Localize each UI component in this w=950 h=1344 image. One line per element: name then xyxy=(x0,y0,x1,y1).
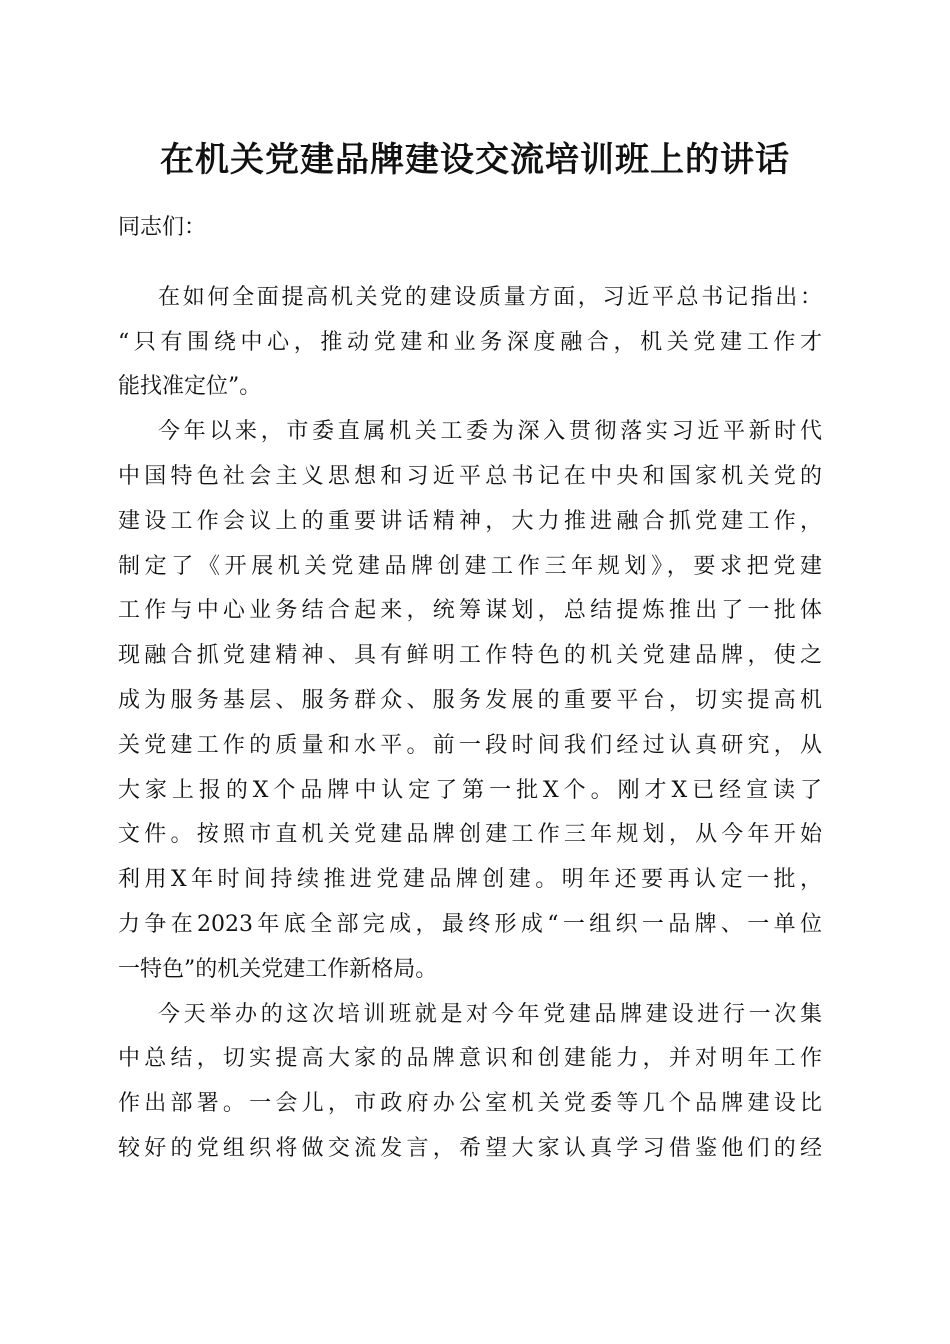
paragraph xyxy=(118,276,822,410)
paragraph-line: 一特色”的机关党建工作新格局。 xyxy=(118,956,438,982)
paragraph-line: 利用X年时间持续推进党建品牌创建。明年还要再认定一批， xyxy=(118,867,822,893)
paragraph-line: 文件。按照市直机关党建品牌创建工作三年规划，从今年开始 xyxy=(118,822,822,848)
paragraph-line: 中国特色社会主义思想和习近平总书记在中央和国家机关党的 xyxy=(118,463,822,489)
paragraph-line: “只有围绕中心，推动党建和业务深度融合，机关党建工作才 xyxy=(118,329,822,355)
paragraph-line: 较好的党组织将做交流发言，希望大家认真学习借鉴他们的经 xyxy=(118,1135,822,1161)
paragraph-line: 关党建工作的质量和水平。前一段时间我们经过认真研究，从 xyxy=(118,732,822,758)
greeting: 同志们： xyxy=(118,215,207,240)
paragraph-line: 中总结，切实提高大家的品牌意识和创建能力，并对明年工作 xyxy=(118,1046,822,1072)
paragraph-line: 力争在2023年底全部完成，最终形成“一组织一品牌、一单位 xyxy=(118,911,822,937)
paragraph-line: 建设工作会议上的重要讲话精神，大力推进融合抓党建工作， xyxy=(118,508,822,534)
paragraph-line: 大家上报的X个品牌中认定了第一批X个。刚才X已经宣读了 xyxy=(118,777,822,803)
paragraph-line: 制定了《开展机关党建品牌创建工作三年规划》，要求把党建 xyxy=(118,553,822,579)
paragraph-line: 在如何全面提高机关党的建设质量方面，习近平总书记指出： xyxy=(158,284,822,310)
paragraph-line: 今年以来，市委直属机关工委为深入贯彻落实习近平新时代 xyxy=(158,419,822,445)
paragraph-line: 成为服务基层、服务群众、服务发展的重要平台，切实提高机 xyxy=(118,687,822,713)
paragraphs xyxy=(118,276,822,1172)
paragraph-line: 现融合抓党建精神、具有鲜明工作特色的机关党建品牌，使之 xyxy=(118,643,822,669)
document-title: 在机关党建品牌建设交流培训班上的讲话 xyxy=(160,140,790,180)
paragraph-line: 能找准定位”。 xyxy=(118,374,262,400)
paragraph-line: 作出部署。一会儿，市政府办公室机关党委等几个品牌建设比 xyxy=(118,1091,822,1117)
document-body xyxy=(118,206,822,1172)
paragraph xyxy=(118,410,822,992)
paragraph xyxy=(118,993,822,1172)
paragraph-line: 今天举办的这次培训班就是对今年党建品牌建设进行一次集 xyxy=(158,1001,822,1027)
paragraph-line: 工作与中心业务结合起来，统筹谋划，总结提炼推出了一批体 xyxy=(118,598,822,624)
